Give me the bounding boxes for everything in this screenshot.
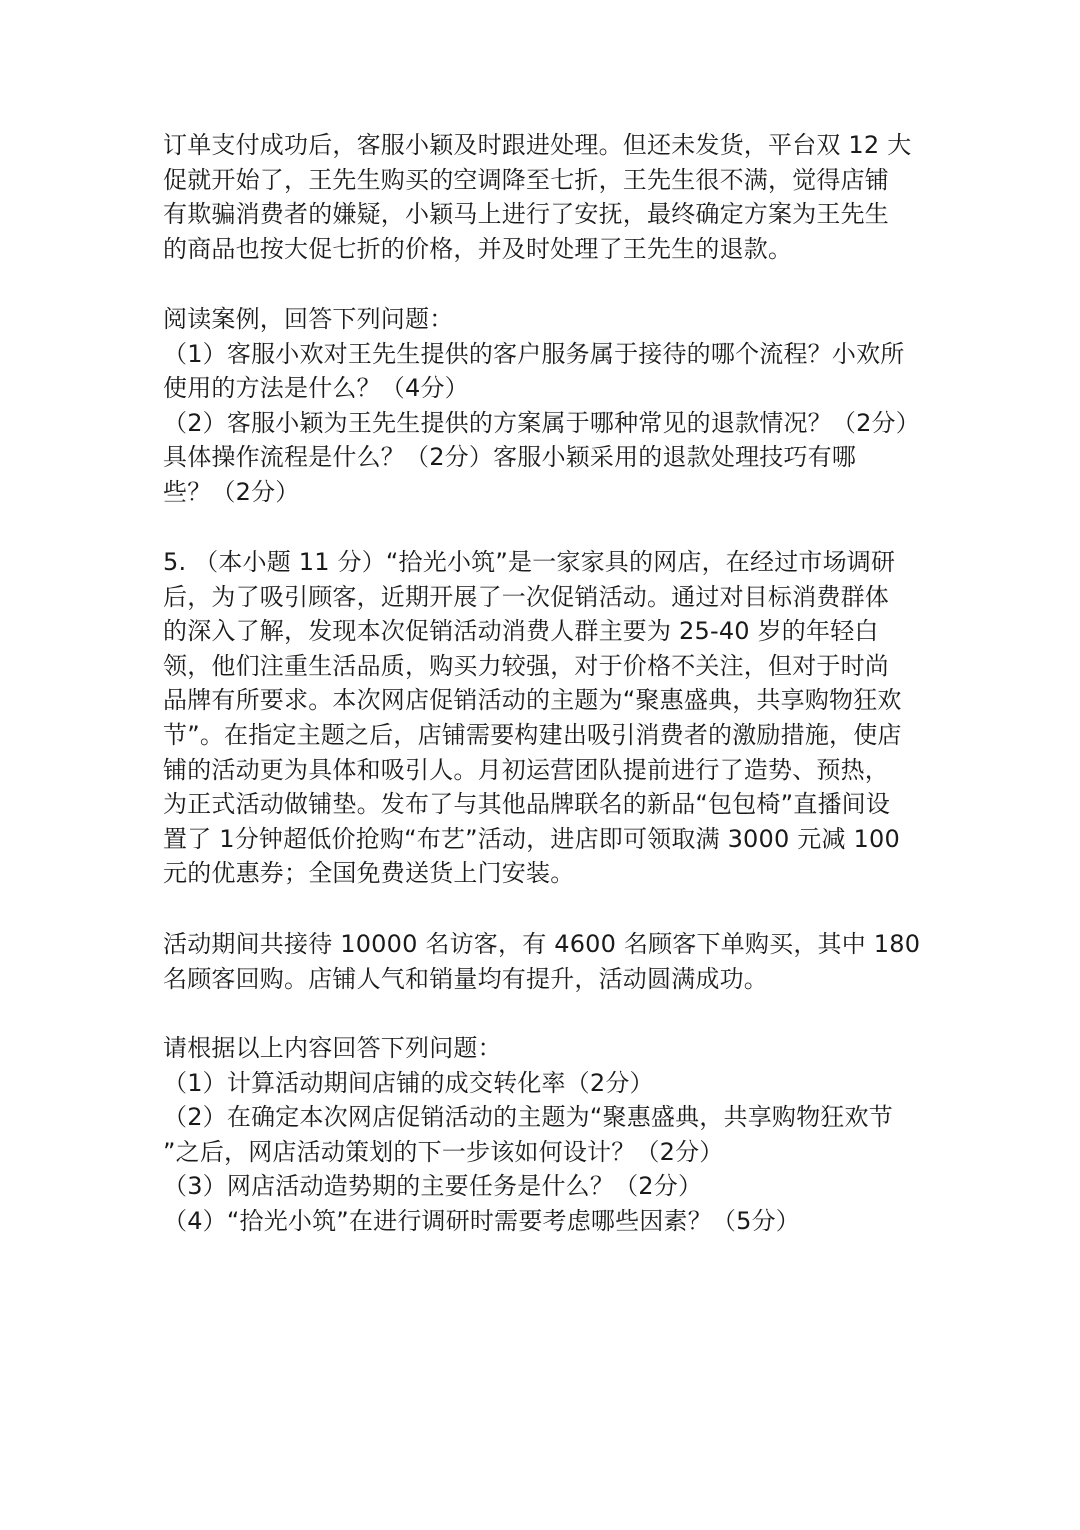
case-5-line: 品牌有所要求。本次网店促销活动的主题为“聚惠盛典，共享购物狂欢 bbox=[163, 686, 902, 715]
case-paragraph-line: 促就开始了，王先生购买的空调降至七折，王先生很不满，觉得店铺 bbox=[163, 165, 889, 194]
question-block-5 bbox=[163, 1031, 953, 1239]
case-5-line: 为正式活动做铺垫。发布了与其他品牌联名的新品“包包椅”直播间设 bbox=[163, 790, 891, 819]
case-5-line: 元的优惠券；全国免费送货上门安装。 bbox=[163, 859, 575, 888]
case-5-line: 5. （本小题 11 分）“拾光小筑”是一家家具的网店，在经过市场调研 bbox=[163, 548, 896, 576]
stats-line: 活动期间共接待 10000 名访客，有 4600 名顾客下单购买，其中 180 bbox=[163, 930, 921, 958]
case-paragraph-line: 订单支付成功后，客服小颖及时跟进处理。但还未发货，平台双 12 大 bbox=[163, 131, 912, 159]
question-line: 些？（2分） bbox=[163, 477, 300, 506]
question-line: 具体操作流程是什么？（2分）客服小颖采用的退款处理技巧有哪 bbox=[163, 443, 857, 472]
case-5-line: 节”。在指定主题之后，店铺需要构建出吸引消费者的激励措施，使店 bbox=[163, 720, 902, 749]
question-line: 使用的方法是什么？（4分） bbox=[163, 374, 469, 403]
stats-paragraph bbox=[163, 927, 953, 996]
case-5-paragraph bbox=[163, 545, 953, 891]
question-line: （2）在确定本次网店促销活动的主题为“聚惠盛典，共享购物狂欢节 bbox=[163, 1103, 893, 1132]
question-line: （2）客服小颖为王先生提供的方案属于哪种常见的退款情况？（2分） bbox=[163, 408, 920, 437]
case-5-line: 铺的活动更为具体和吸引人。月初运营团队提前进行了造势、预热， bbox=[163, 755, 889, 784]
stats-line: 名顾客回购。店铺人气和销量均有提升，活动圆满成功。 bbox=[163, 964, 768, 993]
question-line: （1）客服小欢对王先生提供的客户服务属于接待的哪个流程？小欢所 bbox=[163, 339, 905, 368]
question-line: （3）网店活动造势期的主要任务是什么？（2分） bbox=[163, 1172, 703, 1201]
question-line: ”之后，网店活动策划的下一步该如何设计？（2分） bbox=[163, 1137, 724, 1166]
question-intro: 请根据以上内容回答下列问题： bbox=[163, 1034, 502, 1062]
case-paragraph-line: 的商品也按大促七折的价格，并及时处理了王先生的退款。 bbox=[163, 234, 793, 263]
case-5-line: 的深入了解，发现本次促销活动消费人群主要为 25-40 岁的年轻白 bbox=[163, 617, 879, 646]
case-5-line: 领，他们注重生活品质，购买力较强，对于价格不关注，但对于时尚 bbox=[163, 651, 889, 680]
question-intro: 阅读案例，回答下列问题： bbox=[163, 305, 454, 333]
case-paragraph-line: 有欺骗消费者的嫌疑，小颖马上进行了安抚，最终确定方案为王先生 bbox=[163, 200, 889, 229]
case-paragraph bbox=[163, 128, 953, 266]
question-line: （1）计算活动期间店铺的成交转化率（2分） bbox=[163, 1068, 654, 1097]
case-5-line: 后，为了吸引顾客，近期开展了一次促销活动。通过对目标消费群体 bbox=[163, 582, 889, 611]
case-5-line: 置了 1分钟超低价抢购“布艺”活动，进店即可领取满 3000 元减 100 bbox=[163, 824, 900, 853]
question-block-4 bbox=[163, 302, 953, 510]
question-line: （4）“拾光小筑”在进行调研时需要考虑哪些因素？（5分） bbox=[163, 1206, 801, 1235]
